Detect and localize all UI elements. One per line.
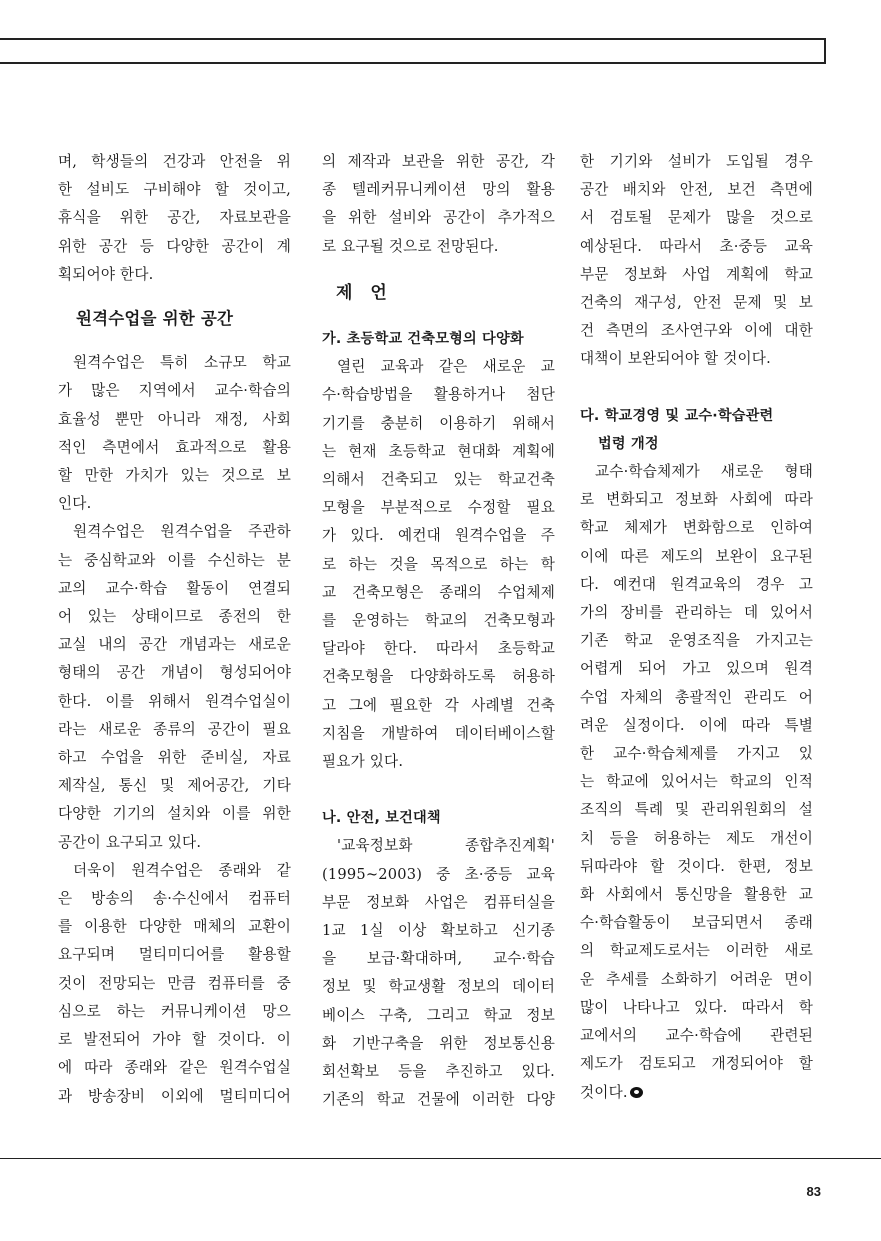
text-line: 공간 배치와 안전, 보건 측면에 [580, 181, 813, 199]
paragraph-continued [322, 148, 555, 261]
text-line: 정보 및 학교생활 정보의 데이터 [322, 978, 555, 996]
text-line: 서 검토될 문제가 많을 것으로 [580, 209, 813, 227]
text-line: 며, 학생들의 건강과 안전을 위 [58, 153, 291, 170]
text-line: 교실 내의 공간 개념과는 새로운 [58, 636, 291, 654]
paragraph-continued [580, 148, 813, 374]
text-line: 는 현재 초등학교 현대화 계획에 [322, 442, 555, 460]
text-line: 로 요구될 것으로 전망된다. [322, 237, 499, 255]
text-line: 건축모형을 다양화하도록 허용하 [322, 668, 555, 686]
text-line: 는 학교에 있어서는 학교의 인적 [580, 773, 813, 791]
subheading-a: 가. 초등학교 건축모형의 다양화 [322, 331, 524, 348]
text-line: 건축의 재구성, 안전 문제 및 보 [580, 294, 813, 312]
text-line: 기존 학교 운영조직을 가지고는 [580, 632, 813, 650]
paragraph [58, 857, 291, 1111]
text-line: 뒤따라야 할 것이다. 한편, 정보 [580, 857, 813, 875]
text-line: 1교 1실 이상 확보하고 신기종 [322, 922, 555, 940]
text-line: 심으로 하는 커뮤니케이션 망으 [58, 1002, 291, 1020]
paragraph [580, 458, 813, 1107]
text-line: 한 기기와 설비가 도입될 경우 [580, 153, 813, 170]
text-line: 에 따라 종래와 같은 원격수업실 [58, 1059, 291, 1077]
text-line: 수업 자체의 총괄적인 관리도 어 [580, 688, 813, 706]
text-line: 라는 새로운 종류의 공간이 필요 [58, 720, 291, 738]
page-number: 83 [806, 1184, 821, 1199]
text-column-3 [580, 148, 813, 1107]
paragraph-continued [58, 148, 291, 289]
text-line: 한 교수·학습체제를 가지고 있 [580, 745, 813, 763]
text-line: 예상된다. 따라서 초·중등 교육 [580, 237, 813, 255]
section-heading-proposal: 제 언 [336, 282, 393, 303]
text-line: 효율성 뿐만 아니라 재정, 사회 [58, 410, 291, 428]
text-line: 제도가 검토되고 개정되어야 할 [580, 1055, 813, 1073]
paragraph [322, 353, 555, 776]
text-line: 을 위한 설비와 공간이 추가적으 [322, 209, 555, 227]
text-line: 교의 교수·학습 활동이 연결되 [58, 579, 291, 597]
text-line: 다양한 기기의 설치와 이를 위한 [58, 805, 291, 823]
paragraph [322, 832, 555, 1114]
text-column-2 [322, 148, 555, 1115]
text-line: 려운 실정이다. 이에 따라 특별 [580, 716, 813, 734]
text-line: 위한 공간 등 다양한 공간이 계 [58, 237, 291, 255]
text-line: 기기를 충분히 이용하기 위해서 [322, 414, 555, 432]
section-heading-remote-class-space: 원격수업을 위한 공간 [76, 309, 234, 329]
text-line: 필요가 있다. [322, 753, 404, 771]
text-line: 는 중심학교와 이를 수신하는 분 [58, 551, 291, 569]
paragraph [58, 518, 291, 856]
text-line: 어렵게 되어 가고 있으며 원격 [580, 660, 813, 678]
text-line: 이에 따른 제도의 보완이 요구된 [580, 547, 813, 565]
subheading-b: 나. 안전, 보건대책 [322, 810, 441, 827]
subheading-c: 다. 학교경영 및 교수·학습관련 [580, 407, 774, 424]
text-line: 다. 예컨대 원격교육의 경우 고 [580, 575, 813, 593]
text-line: 한다. 이를 위해서 원격수업실이 [58, 692, 291, 710]
text-line: 가 있다. 예컨대 원격수업을 주 [322, 527, 555, 545]
text-line: 교 건축모형은 종래의 수업체제 [322, 583, 555, 601]
text-line: 수·학습활동이 보급되면서 종래 [580, 914, 813, 932]
text-line: 형태의 공간 개념이 형성되어야 [58, 664, 291, 682]
text-line: '교육정보화 종합추진계획' [337, 837, 555, 855]
text-line: 은 방송의 송·수신에서 컴퓨터 [58, 890, 291, 908]
text-line: 학교 체제가 변화함으로 인하여 [580, 519, 813, 537]
text-line: 하고 수업을 위한 준비실, 자료 [58, 749, 291, 767]
article-end-icon [630, 1087, 643, 1098]
text-line: 운 추세를 소화하기 어려운 면이 [580, 970, 813, 988]
text-line: 원격수업은 원격수업을 주관하 [73, 523, 291, 541]
text-line: 공간이 요구되고 있다. [58, 833, 202, 851]
text-line: (1995~2003) 중 초·중등 교육 [322, 865, 555, 883]
text-line: 획되어야 한다. [58, 265, 154, 283]
text-line: 인다. [58, 495, 92, 513]
text-line: 적인 측면에서 효과적으로 활용 [58, 438, 291, 456]
text-line: 건 측면의 조사연구와 이에 대한 [580, 322, 813, 340]
text-line: 한 설비도 구비해야 할 것이고, [58, 181, 291, 199]
text-line: 많이 나타나고 있다. 따라서 학 [580, 998, 813, 1016]
text-line: 기존의 학교 건물에 이러한 다양 [322, 1091, 555, 1109]
text-line: 수·학습방법을 활용하거나 첨단 [322, 386, 555, 404]
text-line: 종 텔레커뮤니케이션 망의 활용 [322, 181, 555, 199]
text-line: 휴식을 위한 공간, 자료보관을 [58, 209, 291, 227]
text-line: 교수·학습체제가 새로운 형태 [595, 463, 813, 481]
text-line: 조직의 특례 및 관리위원회의 설 [580, 801, 813, 819]
header-frame [0, 38, 826, 64]
paragraph [58, 349, 291, 518]
text-line: 달라야 한다. 따라서 초등학교 [322, 640, 555, 658]
text-line: 로 하는 것을 목적으로 하는 학 [322, 555, 555, 573]
text-line: 회선확보 등을 추진하고 있다. [322, 1063, 555, 1081]
text-line: 치 등을 허용하는 제도 개선이 [580, 829, 813, 847]
text-line: 지침을 개발하여 데이터베이스할 [322, 724, 555, 742]
text-line: 의 학교제도로서는 이러한 새로 [580, 942, 813, 960]
text-line: 어 있는 상태이므로 종전의 한 [58, 608, 291, 626]
text-line: 가 많은 지역에서 교수·학습의 [58, 382, 291, 400]
text-line: 모형을 부분적으로 수정할 필요 [322, 499, 555, 517]
text-line: 부문 정보화 사업은 컴퓨터실을 [322, 893, 555, 911]
text-line: 로 변화되고 정보화 사회에 따라 [580, 491, 813, 509]
text-line: 더욱이 원격수업은 종래와 같 [73, 861, 291, 879]
text-column-1 [58, 148, 291, 1111]
final-sentence: 것이다. [580, 1083, 628, 1101]
text-line: 제작실, 통신 및 제어공간, 기타 [58, 777, 291, 795]
text-line: 요구되며 멀티미디어를 활용할 [58, 946, 291, 964]
text-line: 가의 장비를 관리하는 데 있어서 [580, 604, 813, 622]
text-line: 부문 정보화 사업 계획에 학교 [580, 265, 813, 283]
text-line: 열린 교육과 같은 새로운 교 [337, 358, 555, 376]
text-line: 로 발전되어 가야 할 것이다. 이 [58, 1031, 291, 1049]
text-line: 화 사회에서 통신망을 활용한 교 [580, 886, 813, 904]
text-line: 베이스 구축, 그리고 학교 정보 [322, 1006, 555, 1024]
text-line: 원격수업은 특히 소규모 학교 [73, 354, 291, 372]
text-line: 것이 전망되는 만큼 컴퓨터를 중 [58, 974, 291, 992]
text-line: 을 보급·확대하며, 교수·학습 [322, 950, 555, 968]
text-line-final [580, 1079, 813, 1107]
text-line: 화 기반구축을 위한 정보통신용 [322, 1034, 555, 1052]
text-line: 고 그에 필요한 각 사례별 건축 [322, 696, 555, 714]
subheading-c-continued: 법령 개정 [598, 435, 659, 452]
text-line: 할 만한 가치가 있는 것으로 보 [58, 467, 291, 485]
text-line: 과 방송장비 이외에 멀티미디어 [58, 1087, 291, 1105]
text-line: 대책이 보완되어야 할 것이다. [580, 350, 771, 368]
text-line: 를 운영하는 학교의 건축모형과 [322, 612, 555, 630]
text-line: 교에서의 교수·학습에 관련된 [580, 1027, 813, 1045]
text-line: 의 제작과 보관을 위한 공간, 각 [322, 153, 555, 170]
text-line: 를 이용한 다양한 매체의 교환이 [58, 918, 291, 936]
text-line: 의해서 건축되고 있는 학교건축 [322, 471, 555, 489]
footer-rule [0, 1158, 881, 1159]
